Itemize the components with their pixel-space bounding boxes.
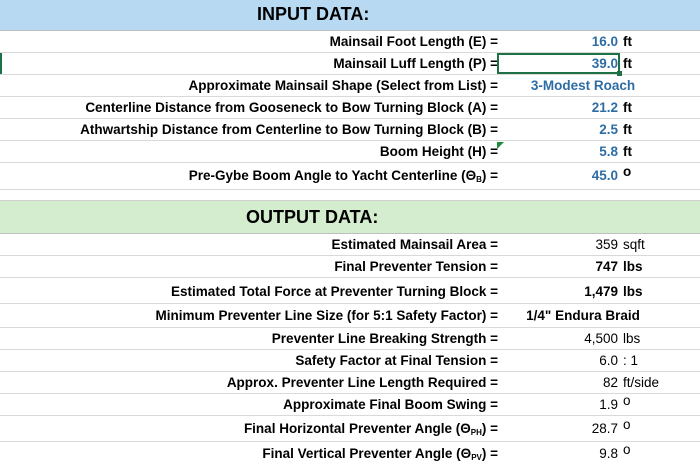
row-label: Minimum Preventer Line Size (for 5:1 Safety Factor) = [155, 308, 498, 323]
row-label: Preventer Line Breaking Strength = [271, 331, 498, 346]
input-header-label: INPUT DATA: [257, 4, 370, 24]
output-row-safety-factor[interactable] [0, 350, 700, 372]
vertical-angle-value[interactable]: 9.8 [599, 446, 618, 461]
line-size-value[interactable]: 1/4" Endura Braid [526, 308, 640, 323]
input-row-boom-angle[interactable] [0, 163, 700, 190]
unit-label: lbs [623, 331, 641, 346]
row-label: Final Horizontal Preventer Angle $(\Theta_{PH})$ = [243, 421, 498, 437]
row-label: Mainsail Foot Length (E) = [329, 34, 498, 49]
degree-unit: o [623, 417, 631, 432]
row-label: Approx. Preventer Line Length Required = [226, 375, 498, 390]
output-data-header[interactable] [0, 201, 700, 234]
unit-label: ft [623, 122, 632, 137]
input-data-header[interactable] [0, 0, 700, 31]
row-label: Final Preventer Tension = [334, 259, 498, 274]
boom-height-value[interactable]: 5.8 [599, 144, 618, 159]
output-row-horizontal-angle[interactable] [0, 416, 700, 442]
row-label: Final Vertical Preventer Angle $(\Theta_{PV})$ = [262, 446, 498, 462]
row-label: Athwartship Distance from Centerline to Bow Turning Block (B) = [80, 122, 498, 137]
input-row-boom-height[interactable] [0, 141, 700, 163]
mainsail-area-value[interactable]: 359 [595, 237, 618, 252]
row-label: Approximate Mainsail Shape (Select from List) = [188, 78, 498, 93]
comment-indicator-icon[interactable] [497, 142, 504, 149]
unit-label: ft/side [623, 375, 660, 390]
output-row-mainsail-area[interactable] [0, 234, 700, 256]
degree-unit: o [623, 442, 631, 457]
row-label: Estimated Total Force at Preventer Turning Block = [171, 284, 498, 299]
foot-length-value[interactable]: 16.0 [591, 34, 618, 49]
boom-swing-value[interactable]: 1.9 [599, 397, 618, 412]
input-row-foot-length[interactable] [0, 31, 700, 53]
output-row-total-force[interactable] [0, 280, 700, 304]
safety-factor-value[interactable]: 6.0 [599, 353, 618, 368]
degree-unit: o [623, 164, 632, 179]
mainsail-shape-select[interactable]: 3-Modest Roach [530, 78, 636, 93]
unit-label: sqft [623, 237, 645, 252]
degree-unit: o [623, 393, 631, 408]
input-row-mainsail-shape[interactable] [0, 75, 700, 97]
output-row-breaking-strength[interactable] [0, 328, 700, 350]
final-tension-value[interactable]: 747 [595, 259, 618, 274]
unit-label: ft [623, 144, 632, 159]
output-row-final-tension[interactable] [0, 256, 700, 278]
row-label: Boom Height (H) = [379, 144, 498, 159]
row-selection-marker [0, 53, 2, 74]
total-force-value[interactable]: 1,479 [584, 284, 618, 299]
row-label: Estimated Mainsail Area = [331, 237, 498, 252]
row-label: Safety Factor at Final Tension = [295, 353, 498, 368]
output-row-vertical-angle[interactable] [0, 442, 700, 467]
unit-label: : 1 [623, 353, 639, 368]
distance-a-value[interactable]: 21.2 [591, 100, 618, 115]
row-label: Approximate Final Boom Swing = [283, 397, 498, 412]
unit-label: ft [623, 34, 632, 49]
breaking-strength-value[interactable]: 4,500 [584, 331, 618, 346]
distance-b-value[interactable]: 2.5 [599, 122, 618, 137]
row-label: Mainsail Luff Length (P) = [333, 56, 498, 71]
unit-label: lbs [623, 284, 643, 299]
input-row-distance-a[interactable] [0, 97, 700, 119]
spacer-row [0, 190, 700, 201]
unit-label: ft [623, 100, 632, 115]
luff-length-value[interactable]: 39.0 [591, 56, 618, 71]
row-label: Pre-Gybe Boom Angle to Yacht Centerline $(\Theta_B)$ = [188, 168, 498, 184]
output-header-label: OUTPUT DATA: [246, 207, 379, 227]
line-length-value[interactable]: 82 [602, 375, 618, 390]
boom-angle-value[interactable]: 45.0 [591, 168, 618, 183]
input-row-distance-b[interactable] [0, 119, 700, 141]
output-row-line-size[interactable] [0, 304, 700, 328]
unit-label: lbs [623, 259, 643, 274]
horizontal-angle-value[interactable]: 28.7 [591, 421, 618, 436]
row-label: Centerline Distance from Gooseneck to Bow Turning Block (A) = [85, 100, 498, 115]
output-row-boom-swing[interactable] [0, 394, 700, 416]
output-row-line-length[interactable] [0, 372, 700, 394]
input-row-luff-length[interactable] [0, 53, 700, 75]
unit-label: ft [623, 56, 632, 71]
